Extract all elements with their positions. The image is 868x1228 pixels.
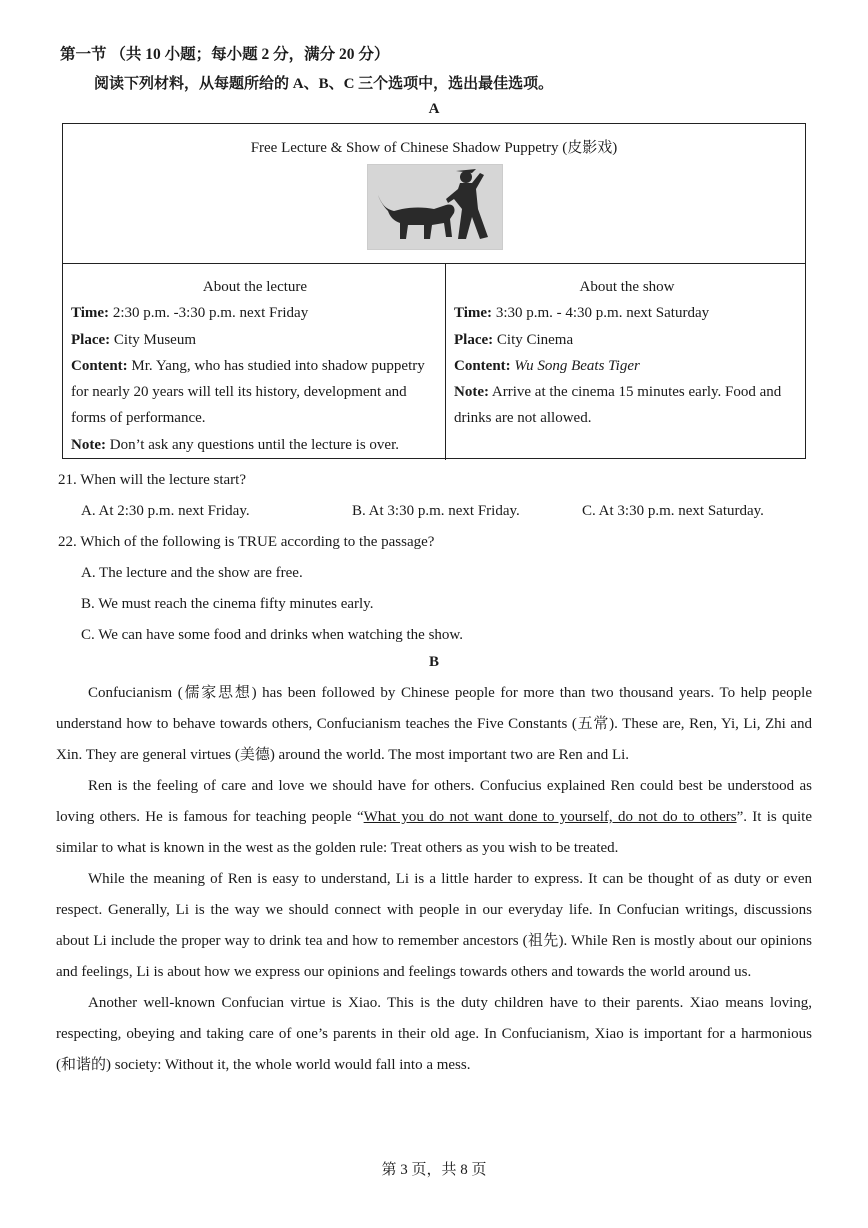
lecture-column — [71, 274, 439, 458]
passage-b-paragraph-3: While the meaning of Ren is easy to understand, Li is a little harder to express. It can be thought of as duty or even respect. Generally, Li is the way we should connect with people in our everyday life. In Confucian writings, discussions about Li include the proper way to drink tea and how to remember ancestors (祖先). While Ren is mostly about our opinions and feelings, Li is about how we express our opinions and feelings towards others and towards the world around us. — [56, 871, 812, 980]
passage-b-label: B — [428, 654, 439, 670]
show-heading: About the show — [579, 279, 675, 295]
show-column — [454, 274, 800, 432]
question-21-stem: 21. When will the lecture start? — [58, 472, 246, 488]
question-21-option-a[interactable]: A. At 2:30 p.m. next Friday. — [81, 503, 250, 519]
question-22-option-c[interactable]: C. We can have some food and drinks when watching the show. — [81, 627, 464, 643]
show-note: Note: Arrive at the cinema 15 minutes early. Food and drinks are not allowed. — [454, 384, 782, 427]
question-21-option-c[interactable]: C. At 3:30 p.m. next Saturday. — [582, 503, 764, 519]
question-22-stem: 22. Which of the following is TRUE according to the passage? — [58, 534, 435, 550]
lecture-heading: About the lecture — [202, 279, 308, 295]
passage-b-body — [56, 678, 812, 1081]
show-content: Content: Wu Song Beats Tiger — [454, 357, 640, 374]
poster-box — [62, 123, 806, 459]
table-divider-vertical — [445, 263, 446, 460]
poster-title: Free Lecture & Show of Chinese Shadow Puppetry (皮影戏) — [250, 140, 618, 156]
shadow-puppet-image — [367, 164, 503, 250]
puppet-silhouette-icon — [368, 165, 502, 249]
passage-a-label: A — [428, 101, 440, 117]
section-header: 第一节 （共 10 小题；每小题 2 分，满分 20 分） — [60, 46, 390, 63]
underlined-quote: What you do not want done to yourself, do not do to others — [363, 809, 737, 825]
page-footer: 第 3 页，共 8 页 — [381, 1162, 487, 1178]
lecture-note: Note: Don’t ask any questions until the lecture is over. — [71, 436, 399, 453]
question-22-option-a[interactable]: A. The lecture and the show are free. — [81, 565, 303, 581]
question-22-option-b[interactable]: B. We must reach the cinema fifty minutes early. — [81, 596, 374, 612]
lecture-place: Place: City Museum — [71, 331, 196, 348]
passage-b-paragraph-4: Another well-known Confucian virtue is Xiao. This is the duty children have to their parents. Xiao means loving, respecting, obeying and taking care of one’s parents in their old age. In Confucianism, Xiao is important for a harmonious (和谐的) society: Without it, the whole world would fall into a mess. — [56, 995, 812, 1073]
show-time: Time: 3:30 p.m. - 4:30 p.m. next Saturday — [454, 305, 710, 322]
passage-b-paragraph-1: Confucianism (儒家思想) has been followed by Chinese people for more than two thousand years. To help people understand how to behave towards others, Confucianism teaches the Five Constants (五常). These are, Ren, Yi, Li, Zhi and Xin. They are general virtues (美德) around the world. The most important two are Ren and Li. — [56, 685, 812, 763]
table-divider-horizontal — [63, 263, 805, 264]
show-place: Place: City Cinema — [454, 331, 574, 348]
lecture-content: Content: Mr. Yang, who has studied into shadow puppetry for nearly 20 years will tell its history, development and forms of performance. — [71, 357, 425, 427]
passage-b-paragraph-2: Ren is the feeling of care and love we should have for others. Confucius explained Ren could best be understood as loving others. He is famous for teaching people “What you do not want done to yourself, do not do to others”. It is quite similar to what is known in the west as the golden rule: Treat others as you wish to be treated. — [56, 778, 813, 856]
section-instruction: 阅读下列材料，从每题所给的 A、B、C 三个选项中，选出最佳选项。 — [94, 76, 554, 92]
question-21-option-b[interactable]: B. At 3:30 p.m. next Friday. — [352, 503, 520, 519]
lecture-time: Time: 2:30 p.m. -3:30 p.m. next Friday — [71, 305, 309, 322]
